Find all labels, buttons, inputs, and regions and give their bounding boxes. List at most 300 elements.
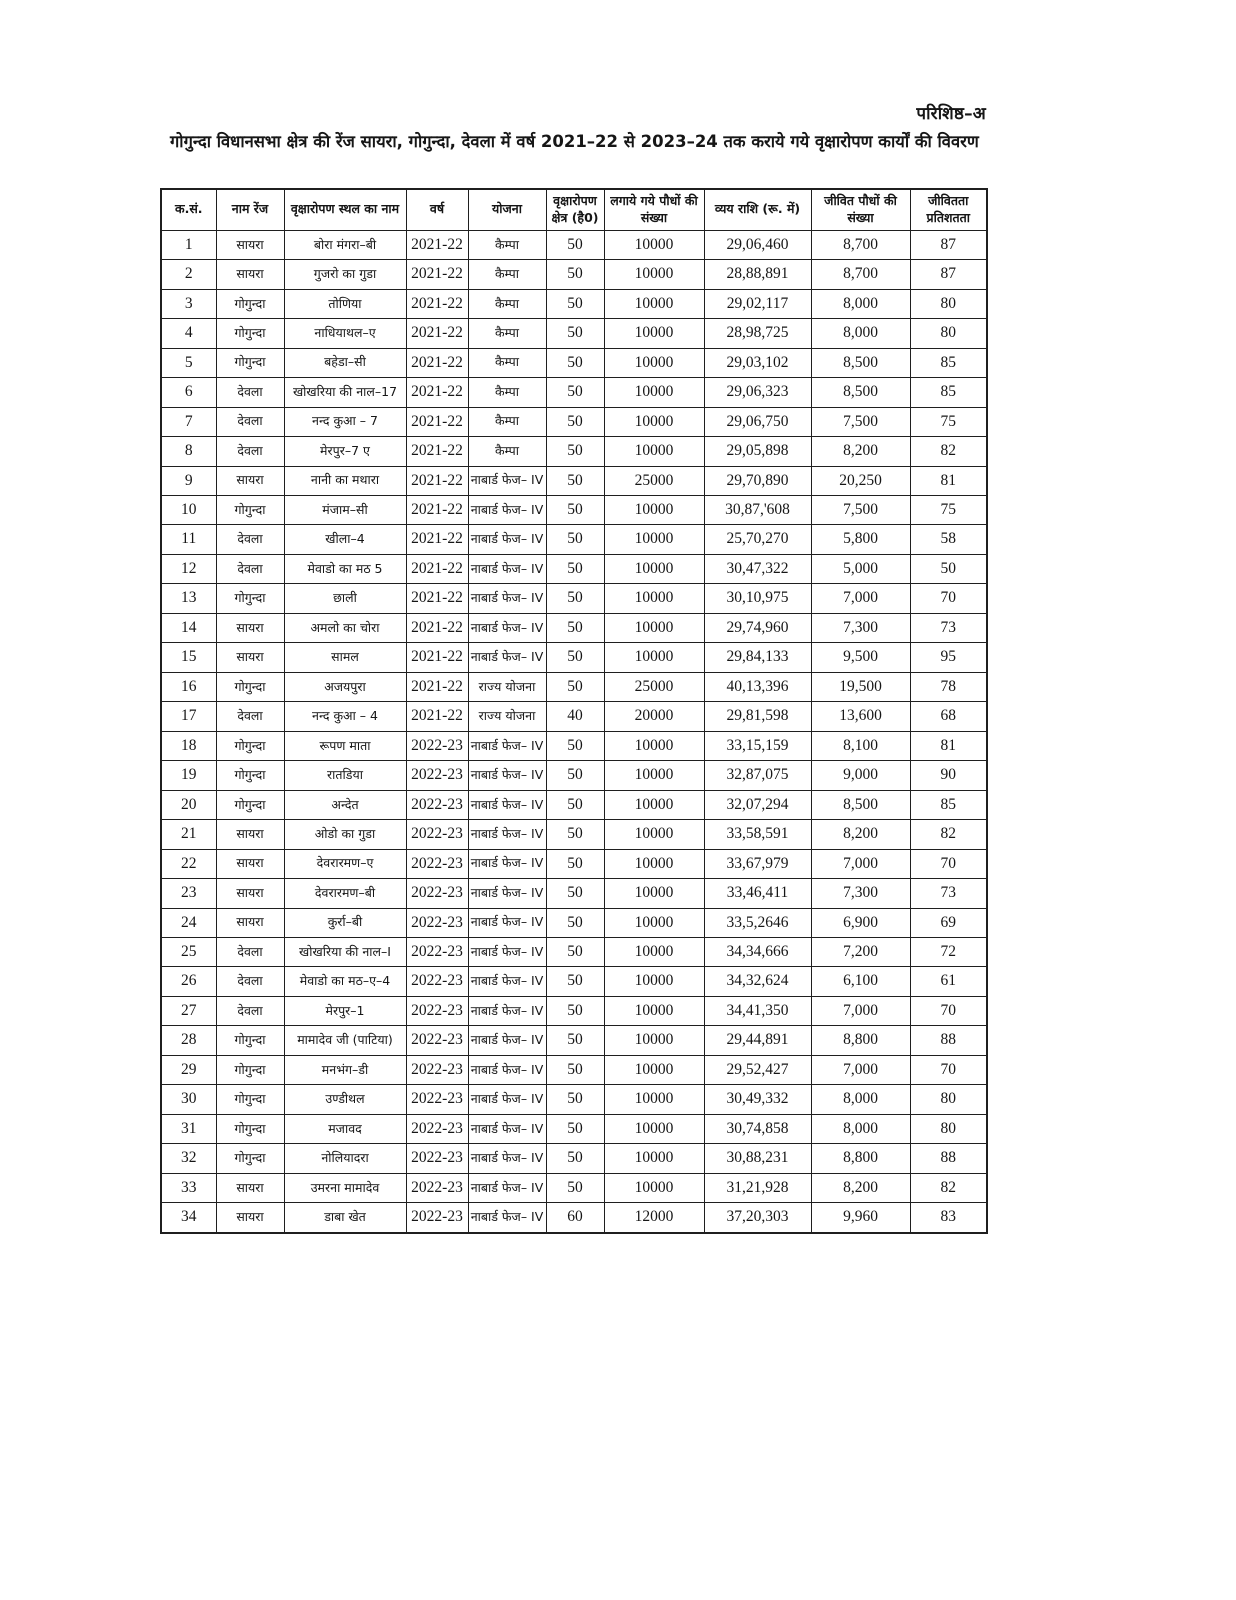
cell-survived: 7,200 bbox=[811, 938, 910, 967]
table-row bbox=[161, 348, 987, 377]
cell-year: 2022-23 bbox=[406, 908, 468, 937]
column-header-col-plants-alive: जीवित पौधों की संख्या bbox=[811, 189, 910, 230]
column-header-col-year: वर्ष bbox=[406, 189, 468, 230]
cell-range: गोगुन्दा bbox=[216, 761, 284, 790]
cell-serial: 4 bbox=[161, 319, 216, 348]
table-row bbox=[161, 643, 987, 672]
cell-area: 50 bbox=[546, 613, 604, 642]
cell-plants: 10000 bbox=[604, 319, 704, 348]
cell-area: 50 bbox=[546, 1055, 604, 1084]
cell-year: 2021-22 bbox=[406, 378, 468, 407]
cell-percent: 70 bbox=[910, 996, 987, 1025]
cell-survived: 7,300 bbox=[811, 613, 910, 642]
cell-scheme: कैम्पा bbox=[468, 260, 546, 289]
cell-serial: 13 bbox=[161, 584, 216, 613]
table-header-row bbox=[161, 189, 987, 230]
table-row bbox=[161, 879, 987, 908]
cell-site: मजावद bbox=[284, 1114, 406, 1143]
cell-site: अजयपुरा bbox=[284, 672, 406, 701]
cell-site: नानी का मथारा bbox=[284, 466, 406, 495]
cell-year: 2021-22 bbox=[406, 407, 468, 436]
cell-scheme: नाबार्ड फेज– IV bbox=[468, 1085, 546, 1114]
cell-percent: 82 bbox=[910, 437, 987, 466]
cell-scheme: नाबार्ड फेज– IV bbox=[468, 1144, 546, 1173]
cell-year: 2021-22 bbox=[406, 348, 468, 377]
cell-serial: 14 bbox=[161, 613, 216, 642]
cell-survived: 8,200 bbox=[811, 437, 910, 466]
table-row bbox=[161, 702, 987, 731]
cell-scheme: नाबार्ड फेज– IV bbox=[468, 967, 546, 996]
cell-scheme: नाबार्ड फेज– IV bbox=[468, 1114, 546, 1143]
cell-scheme: नाबार्ड फेज– IV bbox=[468, 1203, 546, 1233]
column-header-col-site-name: वृक्षारोपण स्थल का नाम bbox=[284, 189, 406, 230]
cell-expenditure: 32,07,294 bbox=[704, 790, 811, 819]
cell-plants: 10000 bbox=[604, 879, 704, 908]
cell-survived: 9,960 bbox=[811, 1203, 910, 1233]
table-row bbox=[161, 1114, 987, 1143]
cell-range: गोगुन्दा bbox=[216, 1055, 284, 1084]
cell-percent: 81 bbox=[910, 731, 987, 760]
cell-scheme: नाबार्ड फेज– IV bbox=[468, 879, 546, 908]
cell-year: 2021-22 bbox=[406, 613, 468, 642]
cell-range: गोगुन्दा bbox=[216, 348, 284, 377]
cell-scheme: कैम्पा bbox=[468, 437, 546, 466]
cell-year: 2022-23 bbox=[406, 849, 468, 878]
cell-area: 50 bbox=[546, 790, 604, 819]
cell-plants: 25000 bbox=[604, 672, 704, 701]
cell-serial: 9 bbox=[161, 466, 216, 495]
cell-range: गोगुन्दा bbox=[216, 672, 284, 701]
cell-scheme: नाबार्ड फेज– IV bbox=[468, 584, 546, 613]
cell-site: मामादेव जी (पाटिया) bbox=[284, 1026, 406, 1055]
cell-year: 2021-22 bbox=[406, 525, 468, 554]
cell-survived: 7,300 bbox=[811, 879, 910, 908]
cell-scheme: कैम्पा bbox=[468, 319, 546, 348]
table-row bbox=[161, 1026, 987, 1055]
table-row bbox=[161, 790, 987, 819]
cell-plants: 25000 bbox=[604, 466, 704, 495]
cell-area: 50 bbox=[546, 319, 604, 348]
cell-year: 2022-23 bbox=[406, 1055, 468, 1084]
cell-range: गोगुन्दा bbox=[216, 584, 284, 613]
cell-year: 2021-22 bbox=[406, 260, 468, 289]
cell-serial: 32 bbox=[161, 1144, 216, 1173]
cell-serial: 24 bbox=[161, 908, 216, 937]
cell-survived: 7,000 bbox=[811, 996, 910, 1025]
cell-expenditure: 29,06,460 bbox=[704, 230, 811, 259]
cell-range: सायरा bbox=[216, 466, 284, 495]
cell-scheme: नाबार्ड फेज– IV bbox=[468, 820, 546, 849]
cell-plants: 10000 bbox=[604, 230, 704, 259]
cell-plants: 12000 bbox=[604, 1203, 704, 1233]
cell-serial: 3 bbox=[161, 289, 216, 318]
cell-range: देवला bbox=[216, 407, 284, 436]
cell-range: सायरा bbox=[216, 643, 284, 672]
cell-survived: 7,000 bbox=[811, 584, 910, 613]
table-row bbox=[161, 731, 987, 760]
cell-plants: 10000 bbox=[604, 437, 704, 466]
table-row bbox=[161, 849, 987, 878]
cell-scheme: नाबार्ड फेज– IV bbox=[468, 495, 546, 524]
cell-survived: 7,000 bbox=[811, 1055, 910, 1084]
cell-survived: 8,500 bbox=[811, 790, 910, 819]
cell-year: 2022-23 bbox=[406, 879, 468, 908]
cell-survived: 8,000 bbox=[811, 1114, 910, 1143]
table-header bbox=[161, 189, 987, 230]
cell-site: अमलो का चोरा bbox=[284, 613, 406, 642]
cell-percent: 80 bbox=[910, 1114, 987, 1143]
cell-survived: 6,900 bbox=[811, 908, 910, 937]
cell-area: 50 bbox=[546, 495, 604, 524]
cell-year: 2021-22 bbox=[406, 319, 468, 348]
cell-expenditure: 29,06,750 bbox=[704, 407, 811, 436]
table-row bbox=[161, 820, 987, 849]
cell-survived: 8,700 bbox=[811, 260, 910, 289]
table-row bbox=[161, 967, 987, 996]
cell-site: खोखरिया की नाल–I bbox=[284, 938, 406, 967]
cell-plants: 10000 bbox=[604, 1114, 704, 1143]
table-row bbox=[161, 938, 987, 967]
cell-range: सायरा bbox=[216, 230, 284, 259]
cell-serial: 17 bbox=[161, 702, 216, 731]
cell-site: देवरारमण–ए bbox=[284, 849, 406, 878]
cell-serial: 25 bbox=[161, 938, 216, 967]
cell-site: कुर्रा–बी bbox=[284, 908, 406, 937]
table-row bbox=[161, 495, 987, 524]
cell-site: खीला–4 bbox=[284, 525, 406, 554]
cell-range: देवला bbox=[216, 525, 284, 554]
cell-serial: 34 bbox=[161, 1203, 216, 1233]
cell-expenditure: 33,67,979 bbox=[704, 849, 811, 878]
cell-year: 2022-23 bbox=[406, 1026, 468, 1055]
cell-percent: 70 bbox=[910, 584, 987, 613]
cell-percent: 61 bbox=[910, 967, 987, 996]
cell-site: सामल bbox=[284, 643, 406, 672]
column-header-col-range-name: नाम रेंज bbox=[216, 189, 284, 230]
cell-survived: 8,200 bbox=[811, 1173, 910, 1202]
cell-plants: 10000 bbox=[604, 1144, 704, 1173]
cell-percent: 82 bbox=[910, 820, 987, 849]
cell-area: 50 bbox=[546, 348, 604, 377]
cell-area: 50 bbox=[546, 1114, 604, 1143]
cell-plants: 10000 bbox=[604, 731, 704, 760]
cell-plants: 10000 bbox=[604, 378, 704, 407]
cell-expenditure: 29,70,890 bbox=[704, 466, 811, 495]
table-body bbox=[161, 230, 987, 1232]
cell-site: मेवाडो का मठ–ए–4 bbox=[284, 967, 406, 996]
cell-site: देवरारमण–बी bbox=[284, 879, 406, 908]
cell-area: 50 bbox=[546, 879, 604, 908]
cell-serial: 5 bbox=[161, 348, 216, 377]
cell-plants: 10000 bbox=[604, 584, 704, 613]
cell-percent: 82 bbox=[910, 1173, 987, 1202]
cell-percent: 85 bbox=[910, 378, 987, 407]
column-header-col-scheme: योजना bbox=[468, 189, 546, 230]
cell-survived: 9,500 bbox=[811, 643, 910, 672]
cell-scheme: नाबार्ड फेज– IV bbox=[468, 731, 546, 760]
cell-expenditure: 30,74,858 bbox=[704, 1114, 811, 1143]
cell-survived: 6,100 bbox=[811, 967, 910, 996]
plantation-table bbox=[160, 188, 988, 1234]
cell-serial: 12 bbox=[161, 554, 216, 583]
cell-area: 50 bbox=[546, 437, 604, 466]
cell-year: 2022-23 bbox=[406, 938, 468, 967]
table-row bbox=[161, 996, 987, 1025]
cell-area: 50 bbox=[546, 260, 604, 289]
table-row bbox=[161, 1203, 987, 1233]
cell-percent: 80 bbox=[910, 289, 987, 318]
cell-expenditure: 29,74,960 bbox=[704, 613, 811, 642]
cell-expenditure: 37,20,303 bbox=[704, 1203, 811, 1233]
cell-serial: 18 bbox=[161, 731, 216, 760]
cell-plants: 10000 bbox=[604, 1055, 704, 1084]
cell-range: देवला bbox=[216, 702, 284, 731]
cell-year: 2022-23 bbox=[406, 1173, 468, 1202]
cell-range: गोगुन्दा bbox=[216, 495, 284, 524]
cell-plants: 10000 bbox=[604, 1085, 704, 1114]
cell-area: 50 bbox=[546, 1026, 604, 1055]
table-row bbox=[161, 437, 987, 466]
cell-year: 2021-22 bbox=[406, 554, 468, 583]
cell-year: 2021-22 bbox=[406, 584, 468, 613]
cell-scheme: नाबार्ड फेज– IV bbox=[468, 643, 546, 672]
cell-serial: 26 bbox=[161, 967, 216, 996]
cell-range: गोगुन्दा bbox=[216, 319, 284, 348]
cell-scheme: नाबार्ड फेज– IV bbox=[468, 849, 546, 878]
table-row bbox=[161, 260, 987, 289]
cell-area: 50 bbox=[546, 761, 604, 790]
cell-site: उमरना मामादेव bbox=[284, 1173, 406, 1202]
cell-year: 2022-23 bbox=[406, 1203, 468, 1233]
cell-survived: 8,800 bbox=[811, 1026, 910, 1055]
cell-plants: 10000 bbox=[604, 820, 704, 849]
cell-year: 2021-22 bbox=[406, 289, 468, 318]
cell-range: गोगुन्दा bbox=[216, 731, 284, 760]
cell-plants: 10000 bbox=[604, 938, 704, 967]
cell-serial: 6 bbox=[161, 378, 216, 407]
cell-scheme: राज्य योजना bbox=[468, 672, 546, 701]
cell-site: नाधियाथल–ए bbox=[284, 319, 406, 348]
cell-range: सायरा bbox=[216, 613, 284, 642]
cell-plants: 10000 bbox=[604, 1026, 704, 1055]
table-row bbox=[161, 378, 987, 407]
cell-serial: 20 bbox=[161, 790, 216, 819]
cell-percent: 85 bbox=[910, 790, 987, 819]
table-row bbox=[161, 407, 987, 436]
cell-year: 2021-22 bbox=[406, 230, 468, 259]
cell-range: देवला bbox=[216, 437, 284, 466]
cell-expenditure: 30,87,'608 bbox=[704, 495, 811, 524]
table-row bbox=[161, 761, 987, 790]
cell-site: मनभंग–डी bbox=[284, 1055, 406, 1084]
cell-site: रातडिया bbox=[284, 761, 406, 790]
cell-scheme: कैम्पा bbox=[468, 348, 546, 377]
cell-site: तोणिया bbox=[284, 289, 406, 318]
cell-plants: 10000 bbox=[604, 967, 704, 996]
cell-year: 2022-23 bbox=[406, 761, 468, 790]
cell-range: सायरा bbox=[216, 908, 284, 937]
cell-serial: 2 bbox=[161, 260, 216, 289]
cell-site: मंजाम–सी bbox=[284, 495, 406, 524]
cell-year: 2022-23 bbox=[406, 820, 468, 849]
cell-scheme: कैम्पा bbox=[468, 289, 546, 318]
table-row bbox=[161, 672, 987, 701]
cell-plants: 10000 bbox=[604, 348, 704, 377]
cell-survived: 8,000 bbox=[811, 319, 910, 348]
cell-expenditure: 40,13,396 bbox=[704, 672, 811, 701]
cell-survived: 8,200 bbox=[811, 820, 910, 849]
cell-expenditure: 34,32,624 bbox=[704, 967, 811, 996]
cell-percent: 87 bbox=[910, 260, 987, 289]
cell-year: 2022-23 bbox=[406, 967, 468, 996]
cell-range: सायरा bbox=[216, 1203, 284, 1233]
cell-area: 50 bbox=[546, 466, 604, 495]
cell-range: सायरा bbox=[216, 260, 284, 289]
table-row bbox=[161, 230, 987, 259]
cell-site: खोखरिया की नाल–17 bbox=[284, 378, 406, 407]
cell-area: 50 bbox=[546, 554, 604, 583]
cell-range: सायरा bbox=[216, 849, 284, 878]
cell-area: 50 bbox=[546, 525, 604, 554]
cell-survived: 13,600 bbox=[811, 702, 910, 731]
cell-scheme: नाबार्ड फेज– IV bbox=[468, 1055, 546, 1084]
cell-area: 50 bbox=[546, 1085, 604, 1114]
table-row bbox=[161, 1055, 987, 1084]
cell-site: नन्द कुआ – 7 bbox=[284, 407, 406, 436]
cell-scheme: नाबार्ड फेज– IV bbox=[468, 525, 546, 554]
cell-serial: 27 bbox=[161, 996, 216, 1025]
cell-percent: 88 bbox=[910, 1144, 987, 1173]
cell-expenditure: 25,70,270 bbox=[704, 525, 811, 554]
cell-survived: 7,500 bbox=[811, 407, 910, 436]
cell-percent: 80 bbox=[910, 1085, 987, 1114]
cell-scheme: नाबार्ड फेज– IV bbox=[468, 554, 546, 583]
cell-area: 50 bbox=[546, 908, 604, 937]
cell-expenditure: 33,5,2646 bbox=[704, 908, 811, 937]
cell-plants: 10000 bbox=[604, 996, 704, 1025]
cell-range: गोगुन्दा bbox=[216, 1026, 284, 1055]
table-row bbox=[161, 289, 987, 318]
cell-area: 50 bbox=[546, 1173, 604, 1202]
cell-expenditure: 34,41,350 bbox=[704, 996, 811, 1025]
cell-plants: 10000 bbox=[604, 790, 704, 819]
cell-area: 50 bbox=[546, 289, 604, 318]
cell-expenditure: 29,81,598 bbox=[704, 702, 811, 731]
cell-site: मेवाडो का मठ 5 bbox=[284, 554, 406, 583]
cell-expenditure: 29,02,117 bbox=[704, 289, 811, 318]
cell-percent: 75 bbox=[910, 407, 987, 436]
cell-percent: 50 bbox=[910, 554, 987, 583]
cell-area: 50 bbox=[546, 849, 604, 878]
cell-scheme: कैम्पा bbox=[468, 407, 546, 436]
cell-plants: 10000 bbox=[604, 908, 704, 937]
cell-expenditure: 31,21,928 bbox=[704, 1173, 811, 1202]
cell-scheme: राज्य योजना bbox=[468, 702, 546, 731]
cell-area: 50 bbox=[546, 378, 604, 407]
cell-plants: 10000 bbox=[604, 289, 704, 318]
cell-area: 50 bbox=[546, 230, 604, 259]
cell-percent: 81 bbox=[910, 466, 987, 495]
cell-area: 50 bbox=[546, 407, 604, 436]
cell-site: उण्डीथल bbox=[284, 1085, 406, 1114]
cell-area: 40 bbox=[546, 702, 604, 731]
cell-expenditure: 33,46,411 bbox=[704, 879, 811, 908]
cell-range: देवला bbox=[216, 554, 284, 583]
column-header-col-survival-percent: जीवितता प्रतिशतता bbox=[910, 189, 987, 230]
column-header-col-serial: क.सं. bbox=[161, 189, 216, 230]
cell-expenditure: 28,98,725 bbox=[704, 319, 811, 348]
cell-percent: 73 bbox=[910, 613, 987, 642]
cell-serial: 15 bbox=[161, 643, 216, 672]
cell-year: 2021-22 bbox=[406, 466, 468, 495]
cell-site: रूपण माता bbox=[284, 731, 406, 760]
cell-percent: 90 bbox=[910, 761, 987, 790]
cell-expenditure: 33,58,591 bbox=[704, 820, 811, 849]
cell-survived: 8,800 bbox=[811, 1144, 910, 1173]
cell-plants: 10000 bbox=[604, 849, 704, 878]
cell-expenditure: 33,15,159 bbox=[704, 731, 811, 760]
cell-site: मेरपुर–7 ए bbox=[284, 437, 406, 466]
cell-percent: 68 bbox=[910, 702, 987, 731]
cell-area: 50 bbox=[546, 672, 604, 701]
cell-expenditure: 29,05,898 bbox=[704, 437, 811, 466]
cell-survived: 8,500 bbox=[811, 348, 910, 377]
cell-area: 50 bbox=[546, 1144, 604, 1173]
cell-area: 60 bbox=[546, 1203, 604, 1233]
cell-serial: 8 bbox=[161, 437, 216, 466]
cell-scheme: नाबार्ड फेज– IV bbox=[468, 790, 546, 819]
cell-serial: 10 bbox=[161, 495, 216, 524]
cell-site: छाली bbox=[284, 584, 406, 613]
cell-plants: 20000 bbox=[604, 702, 704, 731]
cell-percent: 85 bbox=[910, 348, 987, 377]
table-row bbox=[161, 525, 987, 554]
cell-survived: 8,500 bbox=[811, 378, 910, 407]
cell-survived: 5,800 bbox=[811, 525, 910, 554]
cell-plants: 10000 bbox=[604, 495, 704, 524]
cell-year: 2022-23 bbox=[406, 1085, 468, 1114]
cell-expenditure: 29,06,323 bbox=[704, 378, 811, 407]
cell-year: 2022-23 bbox=[406, 790, 468, 819]
cell-survived: 20,250 bbox=[811, 466, 910, 495]
column-header-col-expenditure: व्यय राशि (रू. में) bbox=[704, 189, 811, 230]
cell-plants: 10000 bbox=[604, 554, 704, 583]
cell-serial: 1 bbox=[161, 230, 216, 259]
cell-percent: 75 bbox=[910, 495, 987, 524]
table-row bbox=[161, 1173, 987, 1202]
cell-serial: 22 bbox=[161, 849, 216, 878]
cell-area: 50 bbox=[546, 820, 604, 849]
cell-percent: 70 bbox=[910, 1055, 987, 1084]
cell-plants: 10000 bbox=[604, 1173, 704, 1202]
cell-percent: 78 bbox=[910, 672, 987, 701]
cell-site: मेरपुर–1 bbox=[284, 996, 406, 1025]
cell-range: सायरा bbox=[216, 879, 284, 908]
cell-serial: 16 bbox=[161, 672, 216, 701]
cell-year: 2022-23 bbox=[406, 996, 468, 1025]
cell-percent: 73 bbox=[910, 879, 987, 908]
appendix-label: परिशिष्ठ–अ bbox=[916, 104, 986, 124]
cell-range: गोगुन्दा bbox=[216, 790, 284, 819]
cell-serial: 31 bbox=[161, 1114, 216, 1143]
cell-percent: 58 bbox=[910, 525, 987, 554]
cell-serial: 7 bbox=[161, 407, 216, 436]
cell-area: 50 bbox=[546, 967, 604, 996]
cell-expenditure: 30,88,231 bbox=[704, 1144, 811, 1173]
cell-scheme: कैम्पा bbox=[468, 230, 546, 259]
cell-expenditure: 28,88,891 bbox=[704, 260, 811, 289]
cell-expenditure: 30,10,975 bbox=[704, 584, 811, 613]
